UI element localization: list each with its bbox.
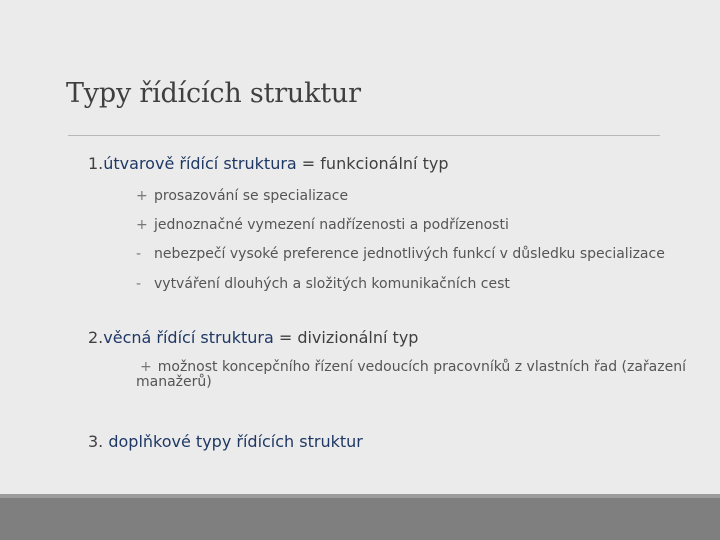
section-1-heading	[88, 154, 448, 173]
section-1-number: 1.	[88, 154, 104, 173]
list-item	[136, 276, 510, 292]
section-1-rest: = funkcionální typ	[296, 154, 449, 173]
section-2-number: 2.	[88, 328, 104, 347]
list-item	[136, 188, 348, 204]
section-3-accent: doplňkové typy řídících struktur	[108, 432, 363, 451]
list-item-text: prosazování se specializace	[154, 188, 349, 204]
section-1-accent: útvarově řídící struktura	[103, 154, 297, 173]
slide-title: Typy řídících struktur	[66, 78, 361, 109]
section-2-rest: = divizionální typ	[273, 328, 419, 347]
section-3-heading	[88, 432, 363, 451]
section-3-number: 3.	[88, 432, 109, 451]
list-item	[136, 246, 665, 262]
minus-marker: -	[136, 276, 142, 292]
footer-bar	[0, 498, 720, 540]
minus-marker: -	[136, 246, 142, 262]
plus-marker: +	[136, 188, 148, 204]
list-item-text: vytváření dlouhých a složitých komunikačních cest	[154, 276, 510, 292]
plus-marker: +	[136, 217, 148, 233]
list-item-text: nebezpečí vysoké preference jednotlivých funkcí v důsledku specializace	[154, 246, 665, 262]
section-2-heading	[88, 328, 418, 347]
list-item-text: jednoznačné vymezení nadřízenosti a podřízenosti	[154, 217, 509, 233]
list-item	[136, 217, 509, 233]
title-divider	[68, 135, 660, 136]
list-item	[136, 360, 716, 390]
list-item-text: možnost koncepčního řízení vedoucích pracovníků z vlastních řad (zařazení manažerů)	[136, 359, 686, 390]
plus-marker: +	[140, 359, 152, 375]
section-2-accent: věcná řídící struktura	[103, 328, 274, 347]
